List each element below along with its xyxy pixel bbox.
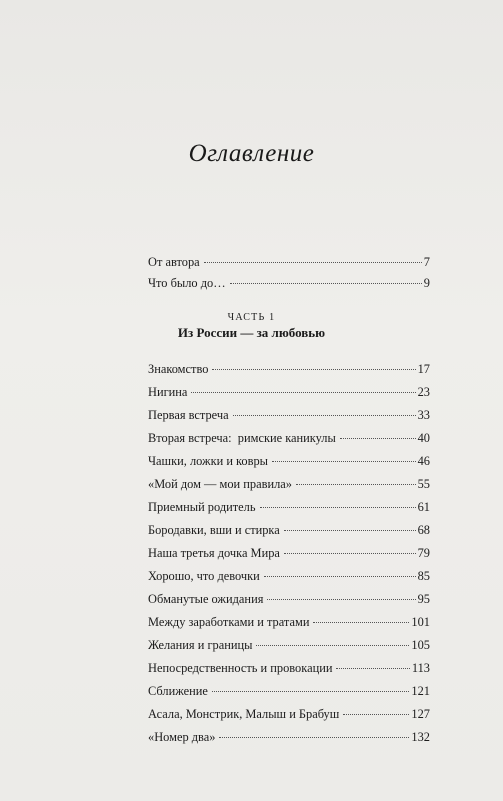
dot-leader <box>313 622 409 623</box>
toc-entry-label: Между заработками и тратами <box>148 615 310 629</box>
toc-entry <box>148 477 430 493</box>
dot-leader <box>219 737 409 738</box>
toc-entry-before <box>148 276 430 292</box>
toc-entry <box>148 431 430 447</box>
toc-entry <box>148 638 430 654</box>
toc-entry-page: 132 <box>411 730 430 744</box>
toc-entry <box>148 546 430 562</box>
toc-entry-label: Знакомство <box>148 362 209 376</box>
dot-leader <box>340 438 416 439</box>
toc-entry-page: 61 <box>417 500 430 514</box>
toc-entry <box>148 408 430 424</box>
toc-entry-label: «Мой дом — мои правила» <box>148 477 292 491</box>
page-title: Оглавление <box>188 140 315 167</box>
dot-leader <box>204 262 422 263</box>
toc-entry-page: 79 <box>417 546 430 560</box>
toc-entry <box>148 523 430 539</box>
toc-entry <box>148 362 430 378</box>
toc-entry-page: 23 <box>417 385 430 399</box>
toc-entry-page: 55 <box>417 477 430 491</box>
toc-entry-page: 17 <box>417 362 430 376</box>
toc-entry-label: Чашки, ложки и ковры <box>148 454 269 468</box>
toc-entry-page: 101 <box>411 615 430 629</box>
toc-entry <box>148 500 430 516</box>
toc-entry-page: 95 <box>417 592 430 606</box>
dot-leader <box>284 553 416 554</box>
toc-entry-label: «Номер два» <box>148 730 216 744</box>
toc-entry <box>148 684 430 700</box>
dot-leader <box>264 576 416 577</box>
toc-entry <box>148 730 430 746</box>
toc-entry-page: 9 <box>423 276 430 290</box>
toc-entry-label: Хорошо, что девочки <box>148 569 260 583</box>
dot-leader <box>343 714 409 715</box>
toc-entry-label: Непосредственность и провокации <box>148 661 333 675</box>
dot-leader <box>260 507 416 508</box>
dot-leader <box>212 691 410 692</box>
toc-entry-page: 121 <box>411 684 430 698</box>
toc-entry-label: Сближение <box>148 684 208 698</box>
dot-leader <box>336 668 409 669</box>
dot-leader <box>233 415 416 416</box>
dot-leader <box>267 599 415 600</box>
toc-entry <box>148 707 430 723</box>
toc-entry-label: Нигина <box>148 385 188 399</box>
toc-entry <box>148 569 430 585</box>
toc-entry-label: Бородавки, вши и стирка <box>148 523 280 537</box>
toc-entry-page: 33 <box>417 408 430 422</box>
toc-entry-label: Наша третья дочка Мира <box>148 546 280 560</box>
toc-entry-from-author <box>148 255 430 271</box>
toc-entry-label: Первая встреча <box>148 408 229 422</box>
toc-entry-page: 40 <box>417 431 430 445</box>
toc-entry-label: Приемный родитель <box>148 500 256 514</box>
dot-leader <box>284 530 416 531</box>
toc-entry-page: 127 <box>411 707 430 721</box>
toc-entry-label: Асала, Монстрик, Малыш и Брабуш <box>148 707 340 721</box>
part-title: Из России — за любовью <box>177 325 326 340</box>
toc-entry-label: Желания и границы <box>148 638 253 652</box>
dot-leader <box>212 369 415 370</box>
toc-entry <box>148 592 430 608</box>
part-label: ЧАСТЬ 1 <box>227 312 276 323</box>
toc-entry-page: 46 <box>417 454 430 468</box>
toc-entry-page: 7 <box>423 255 430 269</box>
toc-entry-page: 68 <box>417 523 430 537</box>
toc-entry-label: Что было до… <box>148 276 226 290</box>
toc-entry <box>148 615 430 631</box>
dot-leader <box>256 645 409 646</box>
toc-entry-page: 113 <box>411 661 430 675</box>
toc-entry-label: Обманутые ожидания <box>148 592 264 606</box>
toc-entry <box>148 385 430 401</box>
toc-entry <box>148 454 430 470</box>
dot-leader <box>191 392 415 393</box>
toc-entry-label: Вторая встреча: римские каникулы <box>148 431 336 445</box>
toc-entry <box>148 661 430 677</box>
dot-leader <box>272 461 416 462</box>
dot-leader <box>296 484 416 485</box>
toc-entry-page: 105 <box>411 638 430 652</box>
toc-entry-page: 85 <box>417 569 430 583</box>
dot-leader <box>230 283 422 284</box>
toc-entry-label: От автора <box>148 255 200 269</box>
